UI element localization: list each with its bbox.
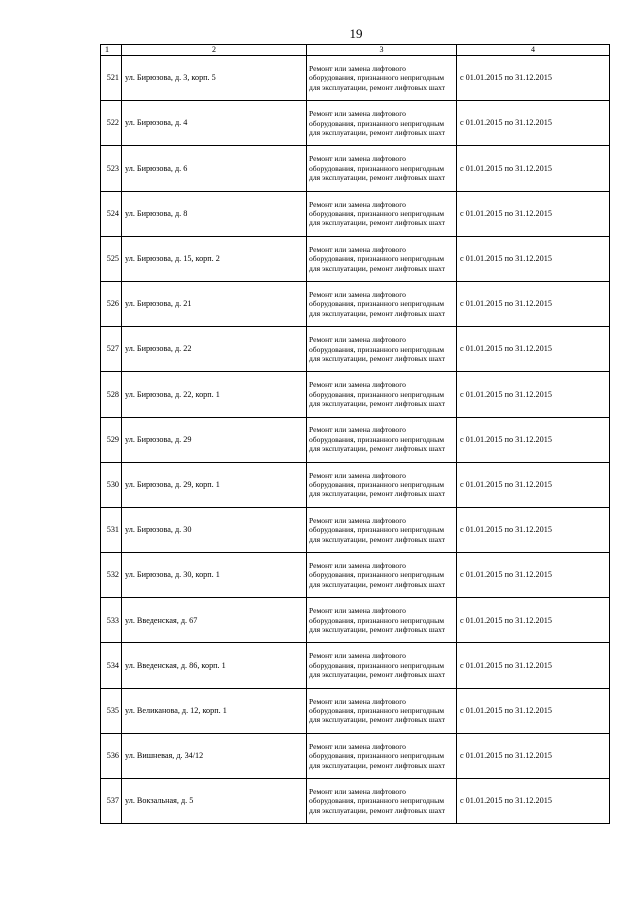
period-cell <box>457 553 610 598</box>
period-cell <box>457 146 610 191</box>
row-number-cell <box>101 101 122 146</box>
work-type-text: Ремонт или замена лифтового оборудования, признанного непригодным для эксплуатации, ремонт лифтовых шахт <box>309 63 446 92</box>
period-text: с 01.01.2015 по 31.12.2015 <box>460 479 552 489</box>
address-cell <box>122 146 307 191</box>
table-header-row <box>101 45 610 56</box>
address-cell <box>122 191 307 236</box>
work-type-cell <box>307 146 457 191</box>
address-cell <box>122 462 307 507</box>
period-cell <box>457 327 610 372</box>
table-row <box>101 688 610 733</box>
address-text: ул. Великанова, д. 12, корп. 1 <box>125 705 227 715</box>
row-number: 523 <box>106 163 119 173</box>
row-number-cell <box>101 733 122 778</box>
period-text: с 01.01.2015 по 31.12.2015 <box>460 208 552 218</box>
work-type-cell <box>307 733 457 778</box>
work-type-text: Ремонт или замена лифтового оборудования, признанного непригодным для эксплуатации, ремонт лифтовых шахт <box>309 515 446 544</box>
work-type-text: Ремонт или замена лифтового оборудования, признанного непригодным для эксплуатации, ремонт лифтовых шахт <box>309 154 446 183</box>
work-type-cell <box>307 191 457 236</box>
column-header-3: 3 <box>307 45 457 56</box>
row-number: 533 <box>106 615 119 625</box>
table-row <box>101 191 610 236</box>
address-cell <box>122 507 307 552</box>
address-text: ул. Бирюзова, д. 30, корп. 1 <box>125 570 220 580</box>
column-header-4: 4 <box>457 45 610 56</box>
period-text: с 01.01.2015 по 31.12.2015 <box>460 254 552 264</box>
period-text: с 01.01.2015 по 31.12.2015 <box>460 796 552 806</box>
period-text: с 01.01.2015 по 31.12.2015 <box>460 73 552 83</box>
address-text: ул. Бирюзова, д. 29 <box>125 434 192 444</box>
row-number: 537 <box>106 796 119 806</box>
address-cell <box>122 56 307 101</box>
work-type-text: Ремонт или замена лифтового оборудования, признанного непригодным для эксплуатации, ремонт лифтовых шахт <box>309 289 446 318</box>
work-type-text: Ремонт или замена лифтового оборудования, признанного непригодным для эксплуатации, ремонт лифтовых шахт <box>309 380 446 409</box>
row-number: 525 <box>106 254 119 264</box>
row-number-cell <box>101 372 122 417</box>
period-cell <box>457 598 610 643</box>
address-cell <box>122 553 307 598</box>
period-cell <box>457 733 610 778</box>
address-cell <box>122 281 307 326</box>
work-type-cell <box>307 281 457 326</box>
work-type-text: Ремонт или замена лифтового оборудования, признанного непригодным для эксплуатации, ремонт лифтовых шахт <box>309 425 446 454</box>
row-number: 530 <box>106 479 119 489</box>
works-table <box>100 44 610 824</box>
row-number-cell <box>101 56 122 101</box>
table-row <box>101 462 610 507</box>
work-type-text: Ремонт или замена лифтового оборудования, признанного непригодным для эксплуатации, ремонт лифтовых шахт <box>309 561 446 589</box>
work-type-text: Ремонт или замена лифтового оборудования, признанного непригодным для эксплуатации, ремонт лифтовых шахт <box>309 741 446 770</box>
work-type-cell <box>307 101 457 146</box>
work-type-text: Ремонт или замена лифтового оборудования, признанного непригодным для эксплуатации, ремонт лифтовых шахт <box>309 651 446 680</box>
address-cell <box>122 236 307 281</box>
row-number: 526 <box>106 299 119 309</box>
page-number: 19 <box>349 26 363 41</box>
period-cell <box>457 236 610 281</box>
period-cell <box>457 507 610 552</box>
row-number: 529 <box>106 434 119 444</box>
work-type-cell <box>307 327 457 372</box>
work-type-cell <box>307 372 457 417</box>
period-text: с 01.01.2015 по 31.12.2015 <box>460 118 552 128</box>
row-number-cell <box>101 146 122 191</box>
address-cell <box>122 733 307 778</box>
work-type-cell <box>307 462 457 507</box>
row-number: 531 <box>106 525 119 535</box>
period-cell <box>457 688 610 733</box>
row-number-cell <box>101 281 122 326</box>
table-row <box>101 236 610 281</box>
address-text: ул. Бирюзова, д. 21 <box>125 299 192 309</box>
table-row <box>101 101 610 146</box>
table-row <box>101 56 610 101</box>
period-text: с 01.01.2015 по 31.12.2015 <box>460 615 552 625</box>
row-number-cell <box>101 553 122 598</box>
row-number: 521 <box>106 73 119 83</box>
address-text: ул. Бирюзова, д. 22, корп. 1 <box>125 389 220 399</box>
row-number-cell <box>101 191 122 236</box>
address-text: ул. Бирюзова, д. 30 <box>125 525 192 535</box>
work-type-text: Ремонт или замена лифтового оборудования, признанного непригодным для эксплуатации, ремонт лифтовых шахт <box>309 696 446 725</box>
row-number-cell <box>101 598 122 643</box>
period-text: с 01.01.2015 по 31.12.2015 <box>460 434 552 444</box>
period-text: с 01.01.2015 по 31.12.2015 <box>460 389 552 399</box>
address-cell <box>122 327 307 372</box>
address-cell <box>122 779 307 824</box>
period-text: с 01.01.2015 по 31.12.2015 <box>460 660 552 670</box>
period-cell <box>457 643 610 688</box>
row-number-cell <box>101 236 122 281</box>
table-row <box>101 281 610 326</box>
work-type-text: Ремонт или замена лифтового оборудования, признанного непригодным для эксплуатации, ремонт лифтовых шахт <box>309 244 446 273</box>
row-number-cell <box>101 643 122 688</box>
work-type-text: Ремонт или замена лифтового оборудования, признанного непригодным для эксплуатации, ремонт лифтовых шахт <box>309 606 446 635</box>
table-row <box>101 146 610 191</box>
period-cell <box>457 281 610 326</box>
address-cell <box>122 101 307 146</box>
work-type-text: Ремонт или замена лифтового оборудования, признанного непригодным для эксплуатации, ремонт лифтовых шахт <box>309 335 446 363</box>
address-text: ул. Вишневая, д. 34/12 <box>125 751 204 761</box>
period-cell <box>457 101 610 146</box>
row-number: 528 <box>106 389 119 399</box>
period-cell <box>457 417 610 462</box>
work-type-cell <box>307 598 457 643</box>
row-number: 532 <box>106 570 119 580</box>
address-cell <box>122 598 307 643</box>
row-number-cell <box>101 462 122 507</box>
address-cell <box>122 372 307 417</box>
row-number-cell <box>101 779 122 824</box>
row-number-cell <box>101 688 122 733</box>
table-row <box>101 372 610 417</box>
period-cell <box>457 372 610 417</box>
period-cell <box>457 191 610 236</box>
address-text: ул. Бирюзова, д. 8 <box>125 208 188 218</box>
address-text: ул. Введенская, д. 86, корп. 1 <box>125 660 226 670</box>
period-text: с 01.01.2015 по 31.12.2015 <box>460 751 552 761</box>
address-text: ул. Бирюзова, д. 29, корп. 1 <box>125 479 220 489</box>
period-text: с 01.01.2015 по 31.12.2015 <box>460 163 552 173</box>
address-cell <box>122 688 307 733</box>
work-type-cell <box>307 507 457 552</box>
work-type-text: Ремонт или замена лифтового оборудования, признанного непригодным для эксплуатации, ремонт лифтовых шахт <box>309 786 446 815</box>
period-cell <box>457 56 610 101</box>
table-row <box>101 733 610 778</box>
work-type-text: Ремонт или замена лифтового оборудования, признанного непригодным для эксплуатации, ремонт лифтовых шахт <box>309 109 446 137</box>
table-row <box>101 779 610 824</box>
period-cell <box>457 779 610 824</box>
period-text: с 01.01.2015 по 31.12.2015 <box>460 570 552 580</box>
work-type-cell <box>307 56 457 101</box>
table-row <box>101 643 610 688</box>
period-text: с 01.01.2015 по 31.12.2015 <box>460 525 552 535</box>
row-number: 536 <box>106 751 119 761</box>
period-text: с 01.01.2015 по 31.12.2015 <box>460 299 552 309</box>
table-row <box>101 598 610 643</box>
address-text: ул. Бирюзова, д. 22 <box>125 344 192 354</box>
table-row <box>101 507 610 552</box>
row-number-cell <box>101 507 122 552</box>
work-type-cell <box>307 236 457 281</box>
work-type-cell <box>307 779 457 824</box>
address-text: ул. Бирюзова, д. 6 <box>125 163 188 173</box>
work-type-cell <box>307 553 457 598</box>
address-text: ул. Бирюзова, д. 3, корп. 5 <box>125 73 216 83</box>
table-row <box>101 417 610 462</box>
column-header-2: 2 <box>122 45 307 56</box>
work-type-text: Ремонт или замена лифтового оборудования, признанного непригодным для эксплуатации, ремонт лифтовых шахт <box>309 470 446 499</box>
period-cell <box>457 462 610 507</box>
work-type-text: Ремонт или замена лифтового оборудования, признанного непригодным для эксплуатации, ремонт лифтовых шахт <box>309 199 446 228</box>
address-text: ул. Введенская, д. 67 <box>125 615 198 625</box>
table-row <box>101 553 610 598</box>
address-text: ул. Бирюзова, д. 4 <box>125 118 188 128</box>
row-number: 527 <box>106 344 119 354</box>
table-row <box>101 327 610 372</box>
row-number: 535 <box>106 705 119 715</box>
column-header-1: 1 <box>101 45 122 56</box>
work-type-cell <box>307 688 457 733</box>
row-number: 534 <box>106 660 119 670</box>
row-number-cell <box>101 417 122 462</box>
address-cell <box>122 417 307 462</box>
work-type-cell <box>307 643 457 688</box>
address-cell <box>122 643 307 688</box>
row-number: 524 <box>106 208 119 218</box>
address-text: ул. Вокзальная, д. 5 <box>125 796 194 806</box>
row-number-cell <box>101 327 122 372</box>
period-text: с 01.01.2015 по 31.12.2015 <box>460 705 552 715</box>
row-number: 522 <box>106 118 119 128</box>
address-text: ул. Бирюзова, д. 15, корп. 2 <box>125 254 220 264</box>
work-type-cell <box>307 417 457 462</box>
period-text: с 01.01.2015 по 31.12.2015 <box>460 344 552 354</box>
